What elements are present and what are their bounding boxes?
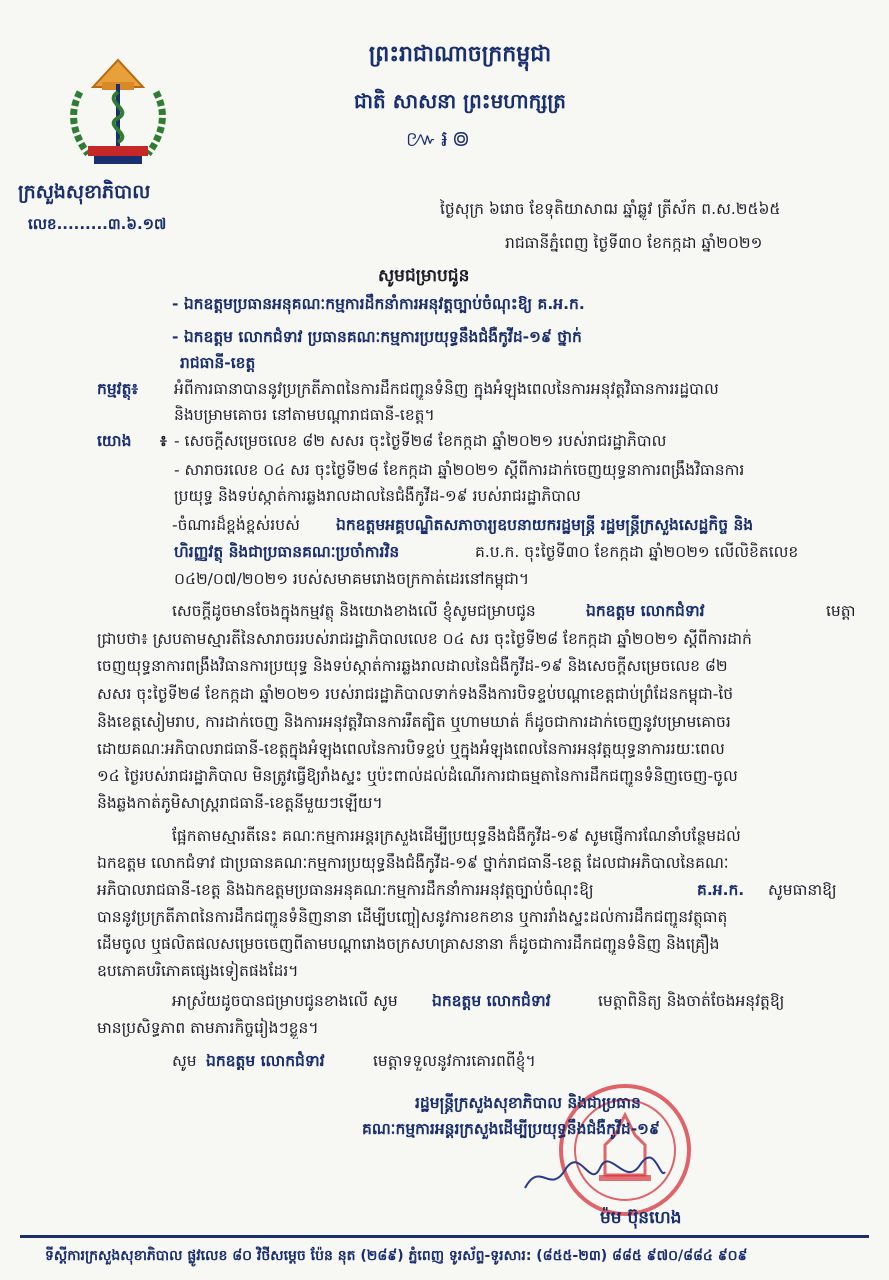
- body-p1-line-2: ជ្រាបថា៖ ស្របតាមស្មារតីនៃសារាចររបស់រាជរដ្ឋាភិបាលលេខ ០៤ សរ ចុះថ្ងៃទី២៨ ខែកក្កដា ឆ្នាំ២០២១ ស្តីពីការដាក់: [97, 630, 752, 648]
- body-p2-line-3a: អភិបាលរាជធានី-ខេត្ត និងឯកឧត្តមប្រធានអនុគណៈកម្មការដឹកនាំការអនុវត្តច្បាប់ចំណុះឱ្យ: [97, 881, 594, 899]
- lunar-date: ថ្ងៃសុក្រ ៦រោច ខែទុតិយាសាឍ ឆ្នាំឆ្លូវ ត្រីស័ក ព.ស.២៥៦៥: [440, 200, 781, 218]
- body-p3-line-1b: មេត្តាពិនិត្យ និងចាត់ចែងអនុវត្តឱ្យ: [598, 992, 785, 1010]
- subject-label: កម្មវត្ថុ៖: [97, 380, 139, 398]
- body-p2-line-3b: សូមធានាឱ្យ: [768, 881, 837, 899]
- body-p2-line-6: ឧបភោគបរិភោគផ្សេងទៀតផងដែរ។: [97, 962, 299, 980]
- reference-item-3-title: ហិរញ្ញវត្ថុ និងជាប្រធានគណៈប្រចាំការវិន: [174, 543, 400, 561]
- handwritten-signature: [520, 1150, 670, 1200]
- body-p1-line-7: ១៤ ថ្ងៃរបស់រាជរដ្ឋាភិបាល មិនត្រូវធ្វើឱ្យរាំងស្ទះ ឬប៉ះពាល់ដល់ដំណើរការជាធម្មតានៃការដឹកជញ្ជូនទំនិញចេញ-ចូល: [97, 767, 738, 785]
- reference-colon: ៖: [160, 432, 167, 450]
- body-p2-abbrev: គ.អ.ក.: [697, 881, 745, 899]
- body-p1-line-1b: មេត្តា: [826, 602, 856, 620]
- subject-line-1: អំពីការធានាបាននូវប្រក្រតីភាពនៃការដឹកជញ្ជូនទំនិញ ក្នុងអំឡុងពេលនៃការអនុវត្តវិធានការរដ្ឋបាល: [174, 380, 719, 398]
- body-p3-line-2: មានប្រសិទ្ធភាព តាមភារកិច្ចរៀងៗខ្លួន។: [97, 1019, 319, 1037]
- body-p1-line-4: សសរ ចុះថ្ងៃទី២៨ ខែកក្កដា ឆ្នាំ២០២១ របស់រាជរដ្ឋាភិបាលទាក់ទងនឹងការបិទខ្ទប់បណ្តាខេត្តជាប់ព្រំដែនកម្ពុជា-ថៃ: [97, 685, 734, 703]
- body-p1-line-3: ចេញយុទ្ធនាការពង្រឹងវិធានការប្រយុទ្ធ និងទប់ស្កាត់ការឆ្លងរាលដាលនៃជំងឺកូវីដ-១៩ និងសេចក្តីសម្រេចលេខ ៨២: [97, 657, 728, 675]
- body-p2-line-4: បាននូវប្រក្រតីភាពនៃការដឹកជញ្ជូនទំនិញនានា ដើម្បីបញ្ចៀសនូវការខកខាន ឬការរាំងស្ទះដល់ការដឹកជញ្ជូនវត្ថុធាតុ: [97, 908, 728, 926]
- signatory-title-2: គណៈកម្មការអន្តរក្រសួងដើម្បីប្រយុទ្ធនឹងជំងឺកូវីដ-១៩: [362, 1120, 660, 1138]
- ornament-divider: ៚៛៙: [405, 127, 475, 152]
- body-p2-line-5: ដើមចូល ឬផលិតផលសម្រេចចេញពីតាមបណ្តារោងចក្រសហគ្រាសនានា ក៏ដូចជាការដឹកជញ្ជូនទំនិញ និងគ្រឿង: [97, 935, 720, 953]
- signatory-title-1: រដ្ឋមន្ត្រីក្រសួងសុខាភិបាល និងជាប្រធាន: [415, 1094, 641, 1112]
- signatory-name: ម៉ម ប៊ុនហេង: [600, 1208, 682, 1228]
- footer-address: ទីស្តីការក្រសួងសុខាភិបាល ផ្លូវលេខ ៨០ វិថីសម្តេច ប៉ែន នុត (២៨៩) ភ្នំពេញ ទូរស័ព្ទ-ទូរសារ: (៨៥៥-២៣) ៨៨៥ ៩៧០/៨៨៤ ៩០៩: [45, 1248, 748, 1264]
- body-p1-line-8: និងឆ្លងកាត់ភូមិសាស្ត្ររាជធានី-ខេត្តនីមួយៗឡើយ។: [97, 794, 383, 812]
- kingdom-heading: ព្រះរាជាណាចក្រកម្ពុជា: [368, 42, 552, 67]
- body-p4-addressee: ឯកឧត្តម លោកជំទាវ: [206, 1052, 325, 1070]
- body-p4-line-1a: សូម: [172, 1052, 197, 1070]
- body-p3-addressee: ឯកឧត្តម លោកជំទាវ: [432, 992, 551, 1010]
- reference-item-3: -ចំណារដ៏ខ្ពង់ខ្ពស់របស់: [172, 516, 300, 534]
- recipient-line-1: - ឯកឧត្តមប្រធានអនុគណៈកម្មការដឹកនាំការអនុវត្តច្បាប់ចំណុះឱ្យ គ.អ.ក.: [172, 295, 585, 313]
- solar-date: រាជធានីភ្នំពេញ ថ្ងៃទី៣០ ខែកក្កដា ឆ្នាំ២០២១: [505, 234, 763, 252]
- body-p3-line-1a: អាស្រ័យដូចបានជម្រាបជូនខាងលើ សូម: [172, 992, 398, 1010]
- reference-item-3-date: គ.ប.ក. ចុះថ្ងៃទី៣០ ខែកក្កដា ឆ្នាំ២០២១ លើលិខិតលេខ: [475, 543, 799, 561]
- footer-divider: [20, 1235, 869, 1238]
- body-p1-line-6: ដោយគណៈអភិបាលរាជធានី-ខេត្តក្នុងអំឡុងពេលនៃការបិទខ្ទប់ ឬក្នុងអំឡុងពេលនៃការអនុវត្តយុទ្ធនាការរយៈពេល: [97, 740, 725, 758]
- reference-label: យោង: [97, 432, 132, 450]
- national-motto: ជាតិ សាសនា ព្រះមហាក្សត្រ: [354, 89, 566, 113]
- body-p1-line-1a: សេចក្តីដូចមានចែងក្នុងកម្មវត្ថុ និងយោងខាងលើ ខ្ញុំសូមជម្រាបជូន: [172, 602, 536, 620]
- reference-item-2: - សារាចរលេខ ០៤ សរ ចុះថ្ងៃទី២៨ ខែកក្កដា ឆ្នាំ២០២១ ស្តីពីការដាក់ចេញយុទ្ធនាការពង្រឹងវិធានការ: [174, 461, 745, 479]
- subject-line-2: និងបម្រាមគោចរ នៅតាមបណ្តារាជធានី-ខេត្ត។: [174, 406, 435, 424]
- caduceus-emblem-icon: [58, 52, 178, 176]
- body-p4-line-1b: មេត្តាទទួលនូវការគោរពពីខ្ញុំ។: [373, 1052, 536, 1070]
- recipient-line-2a: - ឯកឧត្តម លោកជំទាវ ប្រធានគណៈកម្មការប្រយុទ្ធនឹងជំងឺកូវីដ-១៩ ថ្នាក់: [172, 328, 582, 346]
- reference-number: លេខ.........៣.៦.១៧: [28, 215, 167, 233]
- body-p2-line-2: ឯកឧត្តម លោកជំទាវ ជាប្រធានគណៈកម្មការប្រយុទ្ធនឹងជំងឺកូវីដ-១៩ ថ្នាក់រាជធានី-ខេត្ត ដែលជាអភិបាលនៃគណៈ: [97, 854, 729, 872]
- recipient-line-2b: រាជធានី-ខេត្ត: [180, 354, 256, 372]
- reference-item-3-letter: ០៤២/០៧/២០២១ របស់សមាគមរោងចក្រកាត់ដេរនៅកម្ពុជា។: [174, 570, 530, 588]
- recipient-intro: សូមជម្រាបជូន: [378, 266, 470, 286]
- reference-item-2-cont: ប្រយុទ្ធ និងទប់ស្កាត់ការឆ្លងរាលដាលនៃជំងឺកូវីដ-១៩ របស់រាជរដ្ឋាភិបាល: [174, 487, 581, 505]
- ministry-name: ក្រសួងសុខាភិបាល: [18, 181, 151, 203]
- reference-item-1: - សេចក្តីសម្រេចលេខ ៨២ សសរ ចុះថ្ងៃទី២៨ ខែកក្កដា ឆ្នាំ២០២១ របស់រាជរដ្ឋាភិបាល: [174, 432, 667, 450]
- reference-item-3-name: ឯកឧត្តមអគ្គបណ្ឌិតសភាចារ្យឧបនាយករដ្ឋមន្ត្រី រដ្ឋមន្ត្រីក្រសួងសេដ្ឋកិច្ច និង: [336, 516, 754, 534]
- body-p1-line-5: និងខេត្តសៀមរាប, ការដាក់ចេញ និងការអនុវត្តវិធានការរឹតត្បិត ឬហាមឃាត់ ក៏ដូចជាការដាក់ចេញនូវបម្រាមគោចរ: [97, 713, 731, 731]
- body-p1-addressee: ឯកឧត្តម លោកជំទាវ: [586, 602, 705, 620]
- ministry-logo: [58, 52, 178, 176]
- body-p2-line-1: ផ្អែកតាមស្មារតីនេះ គណៈកម្មការអន្តរក្រសួងដើម្បីប្រយុទ្ធនឹងជំងឺកូវីដ-១៩ សូមផ្ញើការណែនាំបន្ថែមដល់: [172, 827, 741, 845]
